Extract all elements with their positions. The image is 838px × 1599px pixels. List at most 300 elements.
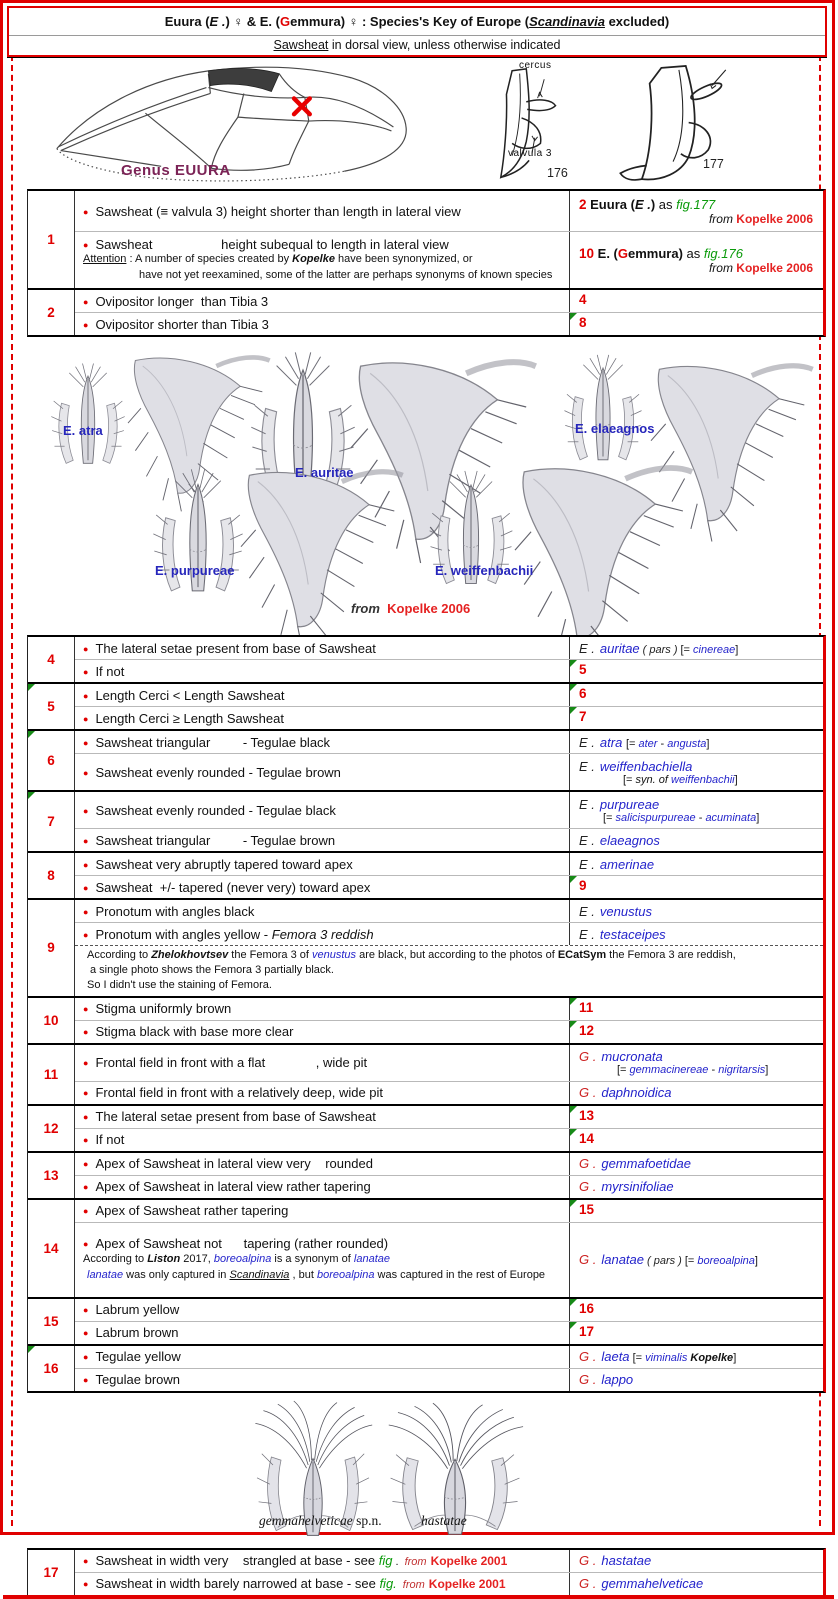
couplet-11 [28, 1043, 823, 1104]
statement-text [75, 1322, 570, 1344]
species-name: purpureae [599, 796, 660, 812]
bullet-icon: ● [83, 737, 89, 748]
species-name: auritae [599, 640, 640, 656]
statement-text [75, 1045, 570, 1081]
syn-bracket: [= [625, 737, 639, 750]
species-name: weiffenbachiella [599, 758, 693, 774]
result-number: 8 [579, 315, 587, 330]
pars-note: ( pars ) [647, 1255, 682, 1268]
result-cell [570, 1200, 823, 1222]
fig-176-number: 176 [547, 166, 568, 180]
statement-run: If not [95, 663, 125, 679]
key-row [75, 706, 823, 729]
bullet-icon: ● [83, 713, 89, 724]
bullet-icon: ● [83, 690, 89, 701]
key-row [75, 1222, 823, 1297]
couplet-number: 11 [28, 1045, 75, 1104]
label-purpureae: E. purpureae [155, 563, 235, 578]
result-cell [570, 1369, 823, 1391]
result-number: 12 [579, 1022, 595, 1038]
result-cell [570, 684, 823, 706]
statement-run: Sawsheat triangular - Tegulae brown [95, 832, 336, 848]
caption-gemmahelveticae [259, 1513, 382, 1529]
species-prefix: G . [579, 1252, 597, 1268]
species-prefix: E . [579, 856, 595, 872]
fig-177-sketch [601, 64, 751, 186]
result-cell [570, 998, 823, 1020]
couplet-number: 13 [28, 1153, 75, 1198]
key-row [75, 684, 823, 706]
couplet-12 [28, 1104, 823, 1151]
header [7, 6, 827, 57]
source-ref: Kopelke 2006 [736, 211, 813, 226]
statement-run: Sawsheat very abruptly tapered toward apex [95, 856, 353, 872]
fig-ref: fig [378, 1553, 393, 1569]
key-row [75, 753, 823, 790]
statement-text [75, 1129, 570, 1151]
species-name: gemmahelveticae [601, 1576, 704, 1592]
caption-spn: sp.n. [352, 1512, 382, 1528]
syn-bracket: ] [706, 737, 710, 750]
couplet-15 [28, 1297, 823, 1344]
bullet-icon: ● [83, 666, 89, 677]
key-row [75, 922, 823, 945]
statement-run: Sawsheat (≡ valvula 3) height shorter than length in lateral view [95, 203, 461, 219]
bullet-icon: ● [83, 1135, 89, 1146]
species-prefix: E . [579, 734, 595, 750]
key-row [75, 1020, 823, 1043]
statement-run: Sawsheat height subequal to length in lateral view [95, 237, 449, 253]
statement-run: The lateral setae present from base of Sawsheat [95, 1109, 376, 1125]
key-row [75, 659, 823, 682]
syn-dash: - [657, 737, 668, 750]
couplet-5 [28, 682, 823, 729]
result-cell [570, 1223, 823, 1297]
key-row [75, 1081, 823, 1104]
couplet-number: 7 [28, 792, 75, 851]
key-row [75, 828, 823, 851]
syn-dash: - [695, 811, 706, 824]
statement-text [75, 1573, 570, 1595]
key-table-3 [27, 1548, 826, 1595]
couplet-16 [28, 1344, 823, 1391]
result-g-red: G [617, 245, 629, 261]
key-table-2 [27, 635, 826, 1393]
key-row [75, 853, 823, 875]
species-prefix: E . [579, 903, 595, 919]
result-number: 2 [579, 196, 587, 212]
statement-text [75, 1106, 570, 1128]
key-row [75, 1346, 823, 1368]
syn-bracket: [= [629, 1352, 646, 1365]
couplet-number: 16 [28, 1346, 75, 1391]
x-marker [294, 98, 310, 114]
bullet-icon: ● [83, 240, 89, 251]
result-cell [570, 637, 823, 659]
species-name: daphnoidica [601, 1085, 672, 1101]
couplet-number: 14 [28, 1200, 75, 1297]
syn-bracket: [= [603, 811, 616, 824]
result-cell [570, 876, 823, 898]
syn-author: Kopelke [687, 1352, 734, 1365]
statement-text [75, 1550, 570, 1572]
species-prefix: G . [579, 1576, 597, 1592]
note-run: 2017, [180, 1252, 214, 1265]
note-run: the Femora 3 are reddish, [606, 949, 736, 961]
label-atra: E. atra [63, 423, 103, 438]
synonym-name: gemmacinereae [629, 1064, 709, 1077]
page-subtitle [9, 36, 825, 55]
result-number: 17 [579, 1323, 595, 1339]
note-scandinavia: Scandinavia [229, 1269, 290, 1282]
result-cell [570, 1346, 823, 1368]
from-word: from [402, 1579, 425, 1592]
statement-run: Sawsheat in width very strangled at base - see [95, 1553, 379, 1569]
result-cell [570, 1176, 823, 1198]
syn-bracket: ] [754, 1255, 758, 1268]
caption-hastatae: hastatae [421, 1512, 467, 1528]
result-cell [570, 707, 823, 729]
key-row [75, 231, 823, 288]
species-name: gemmafoetidae [601, 1156, 691, 1172]
bullet-icon: ● [83, 1206, 89, 1217]
result-number: 9 [579, 878, 587, 893]
key-row [75, 792, 823, 828]
note-run: According to [87, 949, 152, 961]
result-cell [570, 1129, 823, 1151]
statement-text [75, 1082, 570, 1104]
key-row [75, 1321, 823, 1344]
result-cell [570, 1322, 823, 1344]
statement-text [75, 1299, 570, 1321]
synonym-name: nigritarsis [718, 1064, 766, 1077]
result-run: ) [650, 196, 656, 212]
statement-run: Sawsheat in width barely narrowed at base - see [95, 1576, 380, 1592]
title-run: ) ♀ & E. ( [225, 14, 280, 29]
subtitle-run: in dorsal view, unless otherwise indicated [328, 38, 561, 52]
title-run: Euura ( [164, 14, 210, 29]
key-row [75, 1200, 823, 1222]
note-run: So I didn't use the staining of Femora. [87, 978, 272, 991]
statement-run: Pronotum with angles black [95, 903, 255, 919]
bullet-icon: ● [83, 1027, 89, 1038]
result-number: 15 [579, 1201, 595, 1217]
key-row [75, 731, 823, 753]
species-name: myrsinifoliae [601, 1179, 674, 1195]
species-prefix: G . [579, 1372, 597, 1388]
result-cell [570, 853, 823, 875]
statement-run: Frontal field in front with a flat , wide pit [95, 1055, 368, 1071]
key-table-1 [27, 189, 826, 337]
statement-run: Length Cerci ≥ Length Sawsheat [95, 710, 284, 726]
result-number: 13 [579, 1107, 595, 1123]
species-name: lanatae [601, 1252, 644, 1268]
result-number: 10 [579, 245, 595, 261]
result-cell [570, 900, 823, 922]
result-cell [570, 290, 823, 312]
note-run: , but [289, 1269, 317, 1282]
bullet-icon: ● [83, 906, 89, 917]
statement-run: Frontal field in front with a relatively deep, wide pit [95, 1085, 384, 1101]
fig-ref: fig.176 [703, 245, 743, 261]
note-run: : A number of species created by [126, 253, 293, 266]
key-row [75, 1128, 823, 1151]
species-prefix: G . [579, 1085, 597, 1101]
result-cell [570, 1082, 823, 1104]
result-cell [570, 232, 823, 288]
statement-run: Sawsheat +/- tapered (never very) toward apex [95, 879, 371, 895]
valvula3-label: valvula 3 [508, 148, 552, 159]
bullet-icon: ● [83, 1305, 89, 1316]
statement-text [75, 1346, 570, 1368]
couplet-number: 2 [28, 290, 75, 335]
title-run: emmura) ♀ : Species's Key of Europe ( [290, 14, 530, 29]
note-author: Liston [147, 1252, 181, 1265]
bottom-red-rule [3, 1595, 834, 1599]
result-cell [570, 1573, 823, 1595]
cercus-label: cercus [519, 60, 552, 71]
key-row [75, 1045, 823, 1081]
key-row [75, 875, 823, 898]
synonym-name: weiffenbachii [671, 773, 735, 786]
result-number: 11 [579, 999, 594, 1015]
result-cell [570, 1550, 823, 1572]
statement-run: Apex of Sawsheat in lateral view very rounded [95, 1156, 373, 1172]
from-word: from [351, 601, 380, 616]
key-row [75, 1550, 823, 1572]
bullet-icon: ● [83, 1004, 89, 1015]
key-row [75, 998, 823, 1020]
statement-run: Stigma uniformly brown [95, 1001, 232, 1017]
label-auritae: E. auritae [295, 465, 354, 480]
synonym-name: angusta [667, 737, 707, 750]
species-prefix: G . [579, 1049, 597, 1065]
result-genus: Euura ( [590, 196, 635, 212]
title-g-red: G [279, 14, 291, 29]
species-name: testaceipes [599, 926, 666, 942]
bullet-icon: ● [83, 206, 89, 217]
source-ref: Kopelke 2001 [428, 1577, 506, 1592]
result-number: 6 [579, 686, 587, 701]
result-cell [570, 1153, 823, 1175]
syn-bracket: ] [765, 1064, 769, 1077]
bullet-icon: ● [83, 1182, 89, 1193]
statement-run: Apex of Sawsheat in lateral view rather tapering [95, 1179, 371, 1195]
statement-run: The lateral setae present from base of Sawsheat [95, 640, 376, 656]
couplet-7 [28, 790, 823, 851]
species-prefix: E . [579, 758, 595, 774]
statement-text [75, 191, 570, 231]
result-cell [570, 1106, 823, 1128]
statement-run: Sawsheat evenly rounded - Tegulae brown [95, 764, 341, 780]
statement-run: Apex of Sawsheat not tapering (rather rounded) [95, 1235, 389, 1251]
result-cell [570, 923, 823, 945]
bullet-icon: ● [83, 1159, 89, 1170]
note-run: was only captured in [123, 1269, 230, 1282]
key-row [75, 1368, 823, 1391]
source-ref: Kopelke 2006 [736, 260, 813, 275]
couplet-number: 12 [28, 1106, 75, 1151]
species-prefix: E . [579, 926, 595, 942]
note-run: is a synonym of [271, 1252, 354, 1265]
bullet-icon: ● [83, 1088, 89, 1099]
source-ref: Kopelke 2006 [387, 601, 471, 616]
bullet-icon: ● [83, 835, 89, 846]
couplet-number: 1 [28, 191, 75, 288]
statement-text [75, 754, 570, 790]
fig-177-number: 177 [703, 157, 724, 171]
syn-bracket: [= [623, 773, 636, 786]
synonym-name: ater [638, 737, 658, 750]
note-author: Zhelokhovtsev [151, 949, 229, 961]
statement-text [75, 637, 570, 659]
key-row [75, 191, 823, 231]
syn-bracket: ] [756, 811, 760, 824]
dorsal-figures-band [3, 1393, 838, 1548]
result-number: 14 [579, 1130, 595, 1146]
bullet-icon: ● [83, 805, 89, 816]
result-cell [570, 1045, 823, 1081]
couplet-4 [28, 637, 823, 682]
statement-run-italic: Femora 3 reddish [271, 926, 374, 942]
statement-text [75, 876, 570, 898]
result-number: 16 [579, 1300, 595, 1316]
bullet-icon: ● [83, 1352, 89, 1363]
statement-text [75, 1369, 570, 1391]
statement-run: Length Cerci < Length Sawsheat [95, 687, 285, 703]
note-species: venustus [312, 949, 357, 961]
bullet-icon: ● [83, 643, 89, 654]
statement-run: Ovipositor longer than Tibia 3 [95, 293, 269, 309]
species-name: laeta [601, 1349, 630, 1365]
species-name: lappo [601, 1372, 634, 1388]
result-cell [570, 1021, 823, 1043]
bullet-icon: ● [83, 1375, 89, 1386]
species-prefix: G . [579, 1156, 597, 1172]
result-cell [570, 829, 823, 851]
statement-text [75, 313, 570, 335]
couplet-1 [28, 191, 823, 288]
title-run: excluded) [604, 14, 670, 29]
couplet-number: 5 [28, 684, 75, 729]
syn-bracket: ] [734, 773, 738, 786]
species-prefix: E . [579, 640, 595, 656]
bullet-icon: ● [83, 1112, 89, 1123]
synonym-name: viminalis [645, 1352, 688, 1365]
species-prefix: G . [579, 1179, 597, 1195]
note-ecatsym: ECatSym [557, 949, 607, 961]
couplet-17 [28, 1550, 823, 1595]
species-name: amerinae [599, 856, 655, 872]
synonym-name: salicispurpureae [615, 811, 696, 824]
couplet-8 [28, 851, 823, 898]
result-cell [570, 313, 823, 335]
from-word: from [404, 1556, 427, 1569]
fig-ref: fig. [379, 1576, 397, 1592]
from-word: from [708, 211, 733, 226]
statement-run: Apex of Sawsheat rather tapering [95, 1203, 289, 1219]
result-genus-abbr: E . [634, 196, 651, 212]
note-run: have not yet reexamined, some of the latter are perhaps synonyms of known species [139, 268, 553, 281]
key-row [75, 1106, 823, 1128]
statement-run: Pronotum with angles yellow - [95, 926, 272, 942]
bullet-icon: ● [83, 1556, 89, 1567]
note-run: was captured in the rest of Europe [374, 1269, 546, 1282]
result-cell [570, 660, 823, 682]
band2-source [351, 601, 470, 616]
key-row [75, 900, 823, 922]
bullet-icon: ● [83, 1328, 89, 1339]
statement-text [75, 998, 570, 1020]
couplet-10 [28, 996, 823, 1043]
statement-run: Stigma black with base more clear [95, 1024, 294, 1040]
species-name: venustus [599, 903, 652, 919]
statement-run: Tegulae brown [95, 1372, 180, 1388]
key-row [75, 312, 823, 335]
statement-text [75, 1200, 570, 1222]
syn-bracket: [= [617, 1064, 630, 1077]
statement-text [75, 792, 570, 828]
statement-text [75, 707, 570, 729]
sawsheath-drawings [3, 337, 838, 635]
note-run: have been synonymized, or [334, 253, 473, 266]
key-row [75, 637, 823, 659]
note-run: are black, but according to the photos of [356, 949, 558, 961]
syn-bracket: ] [733, 1352, 737, 1365]
note-species: lanatae [87, 1269, 124, 1282]
bullet-icon: ● [83, 296, 89, 307]
statement-text [75, 900, 570, 922]
key-row [75, 1153, 823, 1175]
statement-run: Labrum yellow [95, 1302, 180, 1318]
note-species: boreoalpina [213, 1252, 272, 1265]
page-title [9, 8, 825, 36]
result-run: emmura) [628, 245, 683, 261]
pars-note: ( pars ) [642, 643, 678, 656]
statement-text [75, 829, 570, 851]
key-row [75, 1299, 823, 1321]
species-name: mucronata [601, 1049, 663, 1065]
couplet-number: 6 [28, 731, 75, 790]
couplet-number: 9 [28, 900, 75, 996]
syn-of: syn. of [635, 773, 672, 786]
bullet-icon: ● [83, 319, 89, 330]
result-cell [570, 1299, 823, 1321]
syn-bracket: [= [680, 643, 694, 656]
statement-run: Ovipositor shorter than Tibia 3 [95, 316, 269, 332]
couplet-6 [28, 729, 823, 790]
statement-text [75, 232, 570, 288]
bullet-icon: ● [83, 1058, 89, 1069]
caption-species: gemmahelveticae [259, 1512, 353, 1528]
couplet-13 [28, 1151, 823, 1198]
attention-word: Attention [83, 253, 127, 266]
synonym-name: acuminata [705, 811, 757, 824]
statement-run: . [392, 1556, 399, 1569]
couplet-14 [28, 1198, 823, 1297]
synonym-name: boreoalpina [697, 1255, 755, 1268]
result-cell [570, 792, 823, 828]
result-number: 4 [579, 292, 587, 307]
statement-text [75, 684, 570, 706]
syn-bracket: [= [684, 1255, 698, 1268]
statement-text [75, 731, 570, 753]
subtitle-sawsheat: Sawsheat [273, 38, 329, 52]
species-name: elaeagnos [599, 832, 660, 848]
statement-run: Sawsheat evenly rounded - Tegulae black [95, 802, 336, 818]
statement-text [75, 923, 570, 945]
genus-label: Genus EUURA [121, 162, 231, 179]
